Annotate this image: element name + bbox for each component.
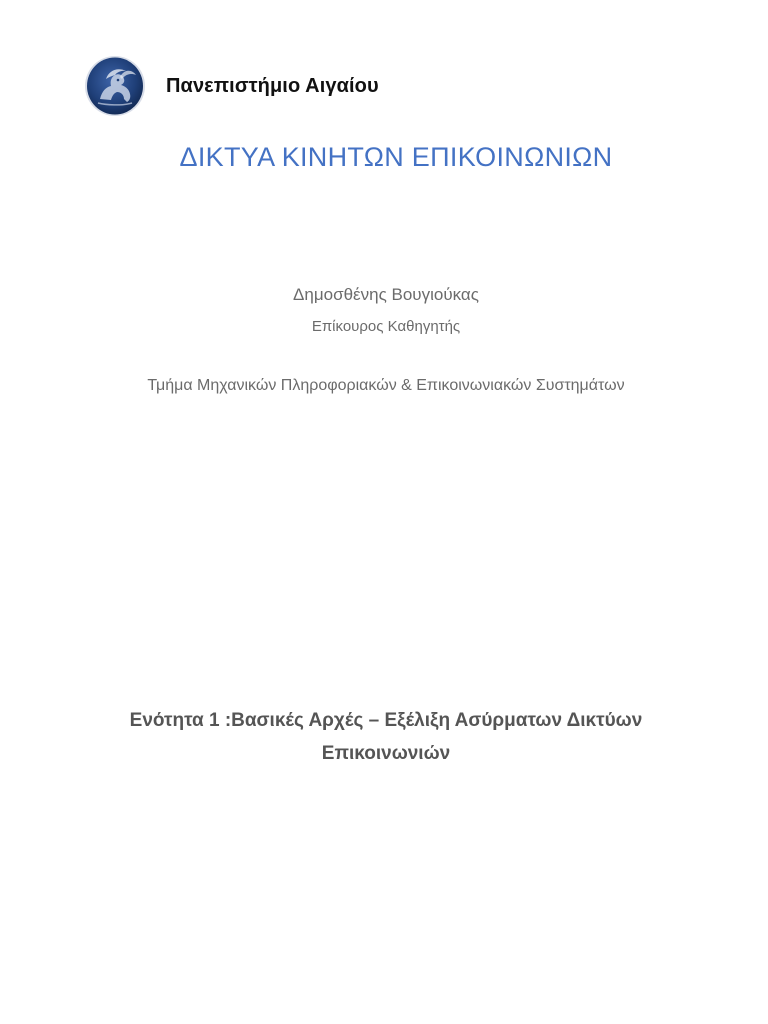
author-role: Επίκουρος Καθηγητής <box>311 318 461 335</box>
department-name: Τμήμα Μηχανικών Πληροφοριακών & Επικοινωνιακών Συστημάτων <box>147 377 625 394</box>
unit-title-line-1: Ενότητα 1 :Βασικές Αρχές – Εξέλιξη Ασύρματων Δικτύων <box>129 710 643 731</box>
university-name: Πανεπιστήμιο Αιγαίου <box>166 74 379 97</box>
university-seal-icon <box>84 55 146 117</box>
course-title: ΔΙΚΤΥΑ ΚΙΝΗΤΩΝ ΕΠΙΚΟΙΝΩΝΙΩΝ <box>179 142 613 172</box>
header <box>84 55 379 117</box>
author-name: Δημοσθένης Βουγιούκας <box>293 285 479 304</box>
unit-title <box>40 704 732 770</box>
unit-title-line-2: Επικοινωνιών <box>321 743 451 764</box>
